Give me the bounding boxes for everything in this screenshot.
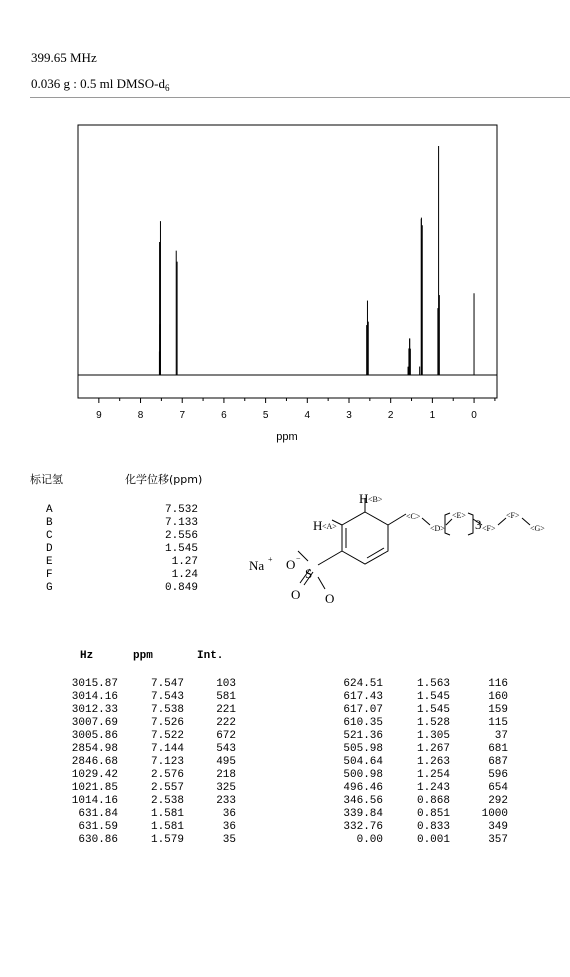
x-tick-label-4: 4 [304, 410, 311, 421]
peak-table-cell: 0.868 [416, 795, 450, 807]
peak-table-right-hz [320, 678, 383, 847]
peak-table-cell: 103 [216, 678, 236, 690]
peak-table-cell: 1.545 [416, 704, 450, 716]
shift-column-header: 化学位移(ppm) [125, 473, 203, 486]
peak-table-cell: 7.526 [150, 717, 184, 729]
assignment-label: G [46, 582, 53, 594]
peak-table-cell: 116 [488, 678, 508, 690]
peak-table-cell: 610.35 [343, 717, 383, 729]
sodium-symbol: Na [249, 558, 265, 573]
peak-table-cell: 339.84 [343, 808, 383, 820]
peak-table-cell: 1.254 [416, 769, 450, 781]
chain-bond-2 [422, 518, 430, 525]
x-tick-label-2: 2 [387, 410, 394, 421]
peak-table-cell: 7.144 [150, 743, 184, 755]
bond-ring-sulfur [318, 551, 342, 565]
sample-info-subscript: 6 [164, 83, 170, 93]
peak-table-cell: 3007.69 [71, 717, 118, 729]
peak-table-cell: 1.263 [416, 756, 450, 768]
assignment-shifts [158, 504, 198, 595]
peak-table-cell: 36 [222, 821, 236, 833]
x-tick-label-0: 0 [471, 410, 477, 421]
peak-table-cell: 672 [216, 730, 236, 742]
x-tick-label-7: 7 [179, 410, 186, 421]
peak-table-cell: 325 [216, 782, 236, 794]
nmr-spectrum-chart [0, 0, 570, 450]
peak-table-left-int [205, 678, 236, 847]
peak-table-cell: 349 [488, 821, 508, 833]
peak-table-cell: 521.36 [343, 730, 383, 742]
peak-table-cell: 581 [216, 691, 236, 703]
peak-header-hz: Hz [80, 650, 94, 662]
peak-table-cell: 1.579 [150, 834, 184, 846]
peak-table-cell: 3005.86 [71, 730, 118, 742]
assignment-label: F [46, 569, 53, 581]
plot-frame [78, 125, 497, 398]
peak-table-cell: 233 [216, 795, 236, 807]
peak-table-cell: 1029.42 [71, 769, 118, 781]
peak-table-cell: 7.522 [150, 730, 184, 742]
peak-table-cell: 7.123 [150, 756, 184, 768]
peak-table-cell: 1.243 [416, 782, 450, 794]
peak-table-cell: 332.76 [343, 821, 383, 833]
peak-table-cell: 495 [216, 756, 236, 768]
peak-table-cell: 35 [222, 834, 236, 846]
assignment-shift: 7.133 [164, 517, 198, 529]
peak-table-cell: 1014.16 [71, 795, 118, 807]
peak-table-cell: 1.581 [150, 821, 184, 833]
chain-bond-5 [498, 518, 506, 525]
peak-table-cell: 0.00 [356, 834, 383, 846]
assignment-shift: 2.556 [164, 530, 198, 542]
peak-table-cell: 160 [488, 691, 508, 703]
peak-table-cell: 504.64 [343, 756, 383, 768]
oxygen-1: O [291, 587, 301, 602]
x-axis-label: ppm [276, 431, 298, 443]
peak-table-cell: 1.305 [416, 730, 450, 742]
peak-table-cell: 3015.87 [71, 678, 118, 690]
tag-g: <G> [530, 524, 545, 533]
sulfur-symbol: S [305, 566, 313, 581]
x-tick-label-3: 3 [346, 410, 352, 421]
chain-bond-1 [388, 514, 406, 525]
peak-table-cell: 596 [488, 769, 508, 781]
peak-header-int: Int. [197, 650, 224, 662]
assignment-label: B [46, 517, 53, 529]
peak-table-cell: 292 [488, 795, 508, 807]
assignment-label: D [46, 543, 53, 555]
peak-table-cell: 1.267 [416, 743, 450, 755]
peak-table-cell: 346.56 [343, 795, 383, 807]
peak-table-cell: 1.563 [416, 678, 450, 690]
assignment-label: C [46, 530, 53, 542]
peak-table-cell: 0.001 [416, 834, 450, 846]
assignment-shift: 0.849 [164, 582, 198, 594]
hb-tag: <B> [368, 495, 383, 504]
peak-table-left-hz [55, 678, 118, 847]
peak-table-cell: 222 [216, 717, 236, 729]
peak-table-cell: 654 [488, 782, 508, 794]
assignment-shift: 1.27 [171, 556, 198, 568]
peak-table-cell: 543 [216, 743, 236, 755]
chain-bond-6 [522, 518, 530, 525]
assignment-labels [46, 504, 53, 595]
peak-table-cell: 496.46 [343, 782, 383, 794]
tag-f2: <F> [506, 511, 520, 520]
sample-info-text: 0.036 g : 0.5 ml DMSO-d [31, 76, 165, 91]
peak-table-cell: 221 [216, 704, 236, 716]
peak-table-cell: 2.557 [150, 782, 184, 794]
peak-table-cell: 2854.98 [71, 743, 118, 755]
peak-table-cell: 218 [216, 769, 236, 781]
peak-table-cell: 500.98 [343, 769, 383, 781]
oxygen-anion: O [286, 557, 296, 572]
sodium-charge: + [268, 555, 273, 564]
peak-table-cell: 1000 [481, 808, 508, 820]
assignment-label: A [46, 504, 53, 516]
x-tick-label-6: 6 [221, 410, 227, 421]
ha-symbol: H [313, 518, 323, 533]
x-tick-label-1: 1 [429, 410, 436, 421]
peak-table-cell: 159 [488, 704, 508, 716]
assignment-shift: 1.24 [171, 569, 198, 581]
spectrum-peaks [159, 146, 474, 375]
oxygen-2: O [325, 591, 335, 606]
tag-f1: <F> [482, 524, 496, 533]
peak-table-left-ppm [140, 678, 184, 847]
ring-double-bond-2 [367, 548, 384, 558]
peak-table-cell: 1021.85 [71, 782, 118, 794]
peak-table-cell: 7.538 [150, 704, 184, 716]
peak-table-cell: 624.51 [343, 678, 383, 690]
peak-table-cell: 630.86 [78, 834, 118, 846]
ha-tag: <A> [322, 522, 337, 531]
peak-header-ppm: ppm [133, 650, 153, 662]
assignment-label: E [46, 556, 53, 568]
label-column-header: 标记氢 [30, 473, 63, 486]
oxygen-charge: − [296, 554, 301, 563]
peak-table-cell: 7.543 [150, 691, 184, 703]
assignment-shift: 1.545 [164, 543, 198, 555]
peak-table-cell: 505.98 [343, 743, 383, 755]
peak-table-cell: 1.545 [416, 691, 450, 703]
peak-table-cell: 2846.68 [71, 756, 118, 768]
x-axis-ticks [96, 398, 495, 421]
peak-table-cell: 1.581 [150, 808, 184, 820]
peak-table-cell: 3014.16 [71, 691, 118, 703]
peak-table-right-ppm [406, 678, 450, 847]
peak-table-cell: 0.851 [416, 808, 450, 820]
peak-table-cell: 1.528 [416, 717, 450, 729]
peak-table-cell: 617.43 [343, 691, 383, 703]
benzene-ring [342, 512, 388, 564]
peak-table-right-int [470, 678, 508, 847]
peak-table-cell: 0.833 [416, 821, 450, 833]
x-tick-label-8: 8 [137, 410, 144, 421]
peak-table-cell: 631.84 [78, 808, 118, 820]
assignment-shift: 7.532 [164, 504, 198, 516]
molecule-structure [240, 485, 560, 615]
peak-table-cell: 681 [488, 743, 508, 755]
spectrometer-frequency: 399.65 MHz [31, 50, 97, 65]
peak-table-cell: 3012.33 [71, 704, 118, 716]
repeat-count: 3 [475, 517, 482, 532]
peak-table-cell: 2.538 [150, 795, 184, 807]
tag-e: <E> [452, 511, 466, 520]
peak-table-cell: 687 [488, 756, 508, 768]
peak-table-cell: 115 [488, 717, 508, 729]
tag-d: <D> [430, 524, 445, 533]
repeat-bracket-right [468, 513, 473, 535]
peak-table-cell: 36 [222, 808, 236, 820]
hb-symbol: H [359, 491, 369, 506]
x-tick-label-9: 9 [96, 410, 102, 421]
tag-c: <C> [406, 512, 421, 521]
bond-s-o3 [318, 577, 325, 589]
peak-table-cell: 37 [494, 730, 508, 742]
peak-table-cell: 617.07 [343, 704, 383, 716]
peak-table-cell: 7.547 [150, 678, 184, 690]
peak-table-cell: 2.576 [150, 769, 184, 781]
peak-table-cell: 631.59 [78, 821, 118, 833]
x-tick-label-5: 5 [262, 410, 269, 421]
peak-table-cell: 357 [488, 834, 508, 846]
